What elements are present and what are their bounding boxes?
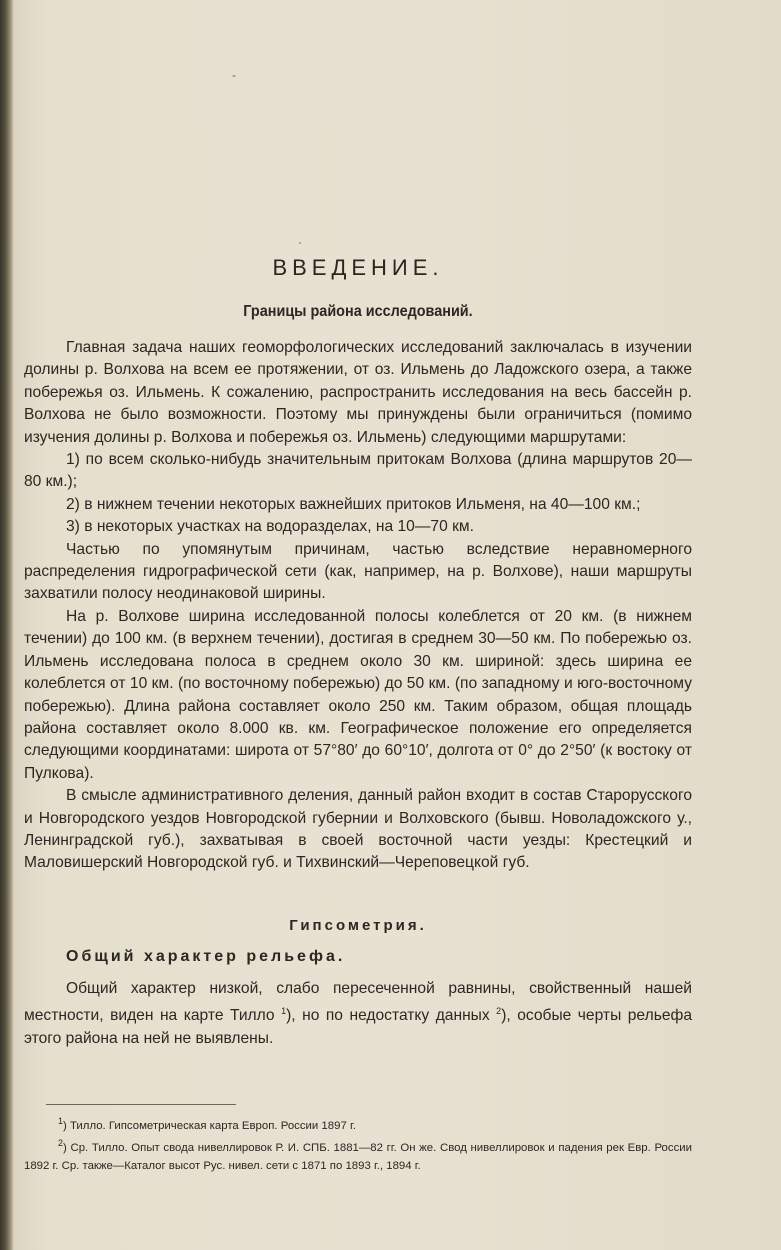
relief-text-part1: Общий характер низкой, слабо пересеченной равнины, свойственный нашей местности, виден на карте Тилло <box>24 979 692 1025</box>
relief-text-part2: ), но по недостатку данных <box>286 1007 497 1025</box>
list-item-route-3: 3) в некоторых участках на водоразделах, на 10—70 км. <box>66 518 474 536</box>
list-item-route-1: 1) по всем сколько-нибудь значительным притокам Волхова (длина маршрутов 20—80 км.); <box>24 451 692 491</box>
paragraph-administrative: В смысле административного деления, данный район входит в состав Старорусского и Новгородского уездов Новгородской губернии и Волховского (бывш. Новоладожского у., Ленинградской губ.), захватывая в своей восточной части уезды: Крестецкий и Маловишерский Новгородской губ. и Тихвинский—Череповецкой губ. <box>24 787 692 872</box>
footnote-text-1: ) Тилло. Гипсометрическая карта Европ. России 1897 г. <box>63 1119 356 1132</box>
footnote-marker-2: 2 <box>58 1138 64 1149</box>
print-speck: - <box>232 68 236 82</box>
footnote-ref-2: 2 <box>496 1006 502 1017</box>
footnotes <box>24 1104 692 1175</box>
footnote-2 <box>24 1135 692 1175</box>
page-title: ВВЕДЕНИЕ. <box>272 255 444 280</box>
subsection-heading-relief: Общий характер рельефа. <box>66 947 346 965</box>
section-heading-boundaries: Границы района исследований. <box>243 303 473 320</box>
relief-text-part3: ), особые черты рельефа этого района на ней не выявлены. <box>24 1007 692 1047</box>
book-binding-edge <box>0 0 14 1250</box>
footnote-ref-1: 1 <box>281 1006 287 1017</box>
footnote-marker-1: 1 <box>58 1116 64 1126</box>
section-heading-hypsometry: Гипсометрия. <box>289 916 427 934</box>
paragraph-main-task: Главная задача наших геоморфологических исследований заключалась в изучении долины р. Волхова на всем ее протяжении, от оз. Ильмень до Ладожского озера, а также побережья оз. Ильмень. К сожалению, распространить исследования на весь бассейн р. Волхова не было возможности. Поэтому мы принуждены были ограничиться (помимо изучения долины р. Волхова и побережья оз. Ильмень) следующими маршрутами: <box>24 339 692 446</box>
footnote-1 <box>24 1113 692 1135</box>
paragraph-coordinates: На р. Волхове ширина исследованной полосы колеблется от 20 км. (в нижнем течении) до 100 км. (в верхнем течении), достигая в среднем 30—50 км. По побережью оз. Ильмень исследована полоса в среднем около 30 км. шириной: здесь ширина ее колеблется от 10 км. (по восточному побережью) до 50 км. (по западному и юго-восточному побережью). Длина района составляет около 250 км. Таким образом, общая площадь района составляет около 8.000 кв. км. Географическое положение его определяется следующими координатами: широта от 57°80′ до 60°10′, долгота от 0° до 2°50′ (к востоку от Пулкова). <box>24 607 692 782</box>
print-speck: ` <box>298 240 302 254</box>
footnote-text-2: ) Ср. Тилло. Опыт свода нивеллировок Р. И. СПБ. 1881—82 гг. Он же. Свод нивеллировок и падения рек Евр. России 1892 г. Ср. также—Каталог высот Рус. нивел. сети с 1871 по 1893 г., 1894 г. <box>24 1142 692 1172</box>
list-item-route-2: 2) в нижнем течении некоторых важнейших притоков Ильменя, на 40—100 км.; <box>66 495 641 513</box>
footnote-divider <box>46 1104 236 1105</box>
paragraph-relief <box>24 978 692 1050</box>
main-content <box>24 255 692 1050</box>
paragraph-strip-width: Частью по упомянутым причинам, частью вследствие неравномерного распределения гидрографической сети (как, например, на р. Волхове), наши маршруты захватили полосу неодинаковой ширины. <box>24 540 692 603</box>
